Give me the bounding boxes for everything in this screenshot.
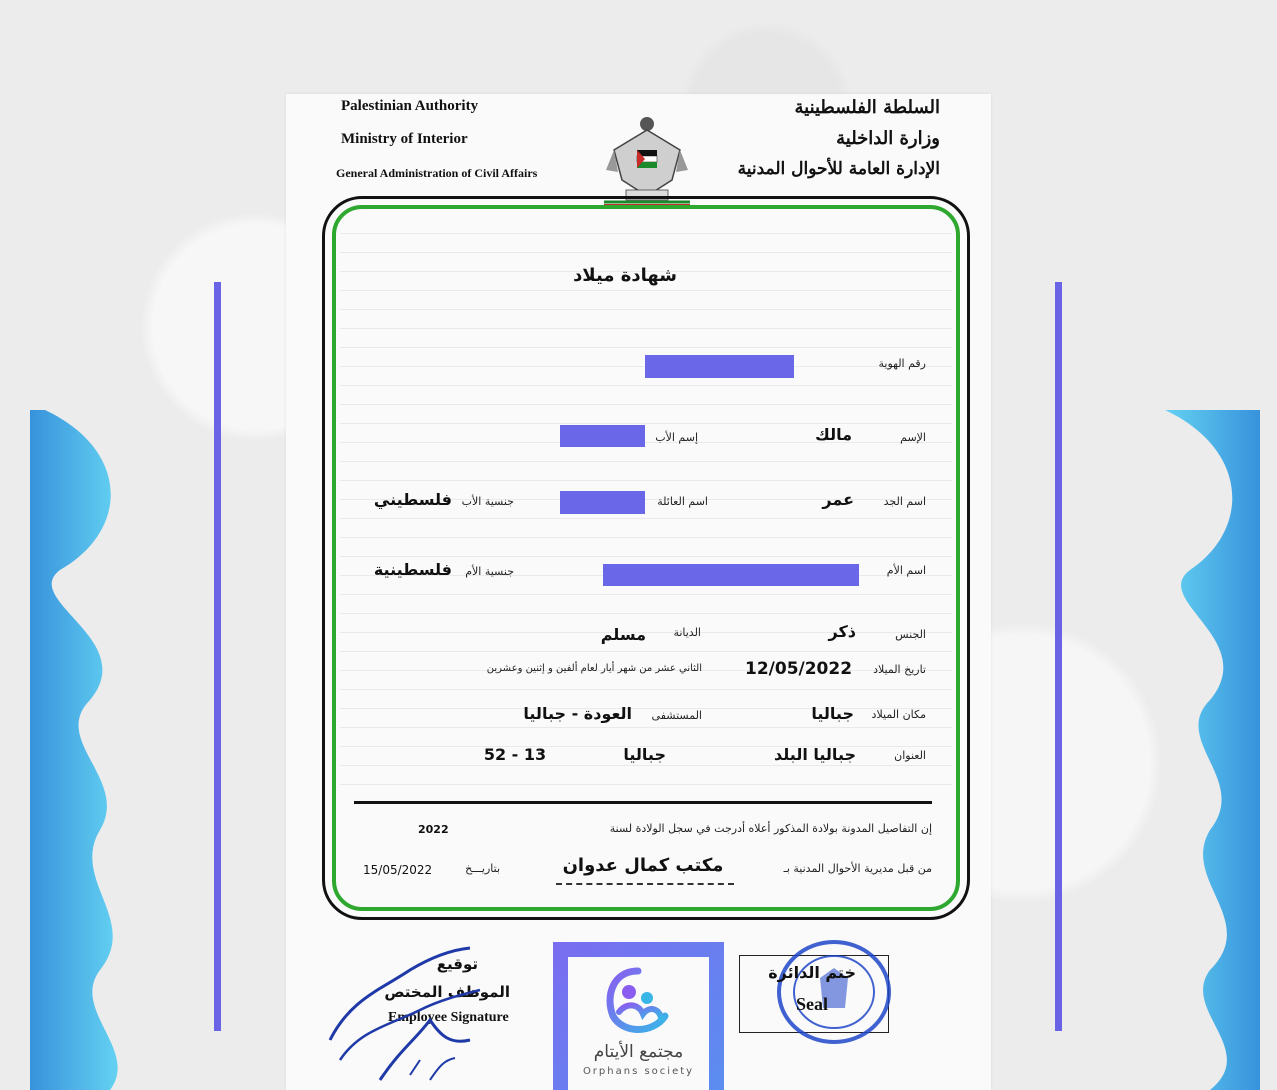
- left-accent-bar: [214, 282, 221, 1031]
- father-nationality-label: جنسية الأب: [461, 495, 514, 508]
- id-label: رقم الهوية: [878, 357, 926, 370]
- address-label: العنوان: [894, 749, 926, 762]
- security-pattern: [340, 215, 952, 815]
- issue-date: 15/05/2022: [363, 863, 433, 877]
- registry-year: 2022: [418, 823, 449, 836]
- right-accent-bar: [1055, 282, 1062, 1031]
- birth-place-label: مكان الميلاد: [871, 708, 926, 721]
- eagle-emblem-icon: [604, 110, 690, 206]
- left-wave-decoration: [30, 410, 140, 1090]
- religion-value: مسلم: [600, 625, 646, 644]
- signature-label-ar: توقيع: [436, 955, 478, 973]
- header-ar-authority: السلطة الفلسطينية: [794, 97, 940, 118]
- family-name-label: اسم العائلة: [657, 495, 708, 508]
- grandfather-value: عمر: [822, 490, 854, 509]
- birth-place-value: جباليا: [811, 704, 854, 723]
- header-ar-civil-affairs: الإدارة العامة للأحوال المدنية: [737, 159, 940, 179]
- hospital-label: المستشفى: [651, 709, 702, 722]
- official-seal-stamp: [775, 938, 893, 1046]
- office-underline: [556, 883, 734, 885]
- divider: [354, 801, 932, 804]
- logo-name-ar: مجتمع الأيتام: [593, 1042, 684, 1062]
- address-value-area: جباليا البلد: [774, 745, 856, 764]
- address-value-city: جباليا: [623, 745, 666, 764]
- sex-label: الجنس: [895, 628, 926, 641]
- redacted-family-name: [560, 491, 645, 514]
- header-en-civil-affairs: General Administration of Civil Affairs: [336, 166, 538, 180]
- redacted-id: [645, 355, 794, 378]
- handwritten-signature: [320, 940, 490, 1085]
- birth-date-in-words: الثاني عشر من شهر أيار لعام ألفين و إثنين وعشرين: [486, 663, 702, 674]
- signature-label-en: Employee Signature: [388, 1010, 509, 1025]
- date-label: بتاريـــخ: [465, 862, 500, 875]
- header-en-authority: Palestinian Authority: [341, 98, 479, 114]
- orphans-society-logo-icon: [603, 966, 673, 1036]
- header-en-ministry: Ministry of Interior: [341, 131, 468, 147]
- redacted-father-name: [560, 425, 645, 447]
- registry-statement: إن التفاصيل المدونة بولادة المذكور أعلاه أدرجت في سجل الولادة لسنة: [609, 822, 932, 835]
- name-value: مالك: [815, 425, 852, 444]
- name-label: الإسم: [900, 431, 926, 444]
- mother-name-label: اسم الأم: [886, 564, 926, 577]
- birth-date-label: تاريخ الميلاد: [873, 663, 926, 676]
- hospital-value: العودة - جباليا: [523, 704, 632, 723]
- certificate-title: شهادة ميلاد: [573, 265, 677, 286]
- address-value-number: 52 - 13: [483, 745, 547, 764]
- mother-nationality-value: فلسطينية: [373, 560, 452, 579]
- grandfather-label: اسم الجد: [883, 495, 926, 508]
- redacted-mother-name: [603, 564, 859, 586]
- directorate-label: من قبل مديرية الأحوال المدنية بـ: [783, 862, 932, 875]
- header-ar-ministry: وزارة الداخلية: [836, 128, 940, 149]
- religion-label: الديانة: [673, 626, 701, 639]
- seal-label-ar: ختم الدائرة: [768, 963, 856, 982]
- birth-date-value: 12/05/2022: [745, 659, 853, 679]
- father-nationality-value: فلسطيني: [373, 490, 452, 509]
- office-value: مكتب كمال عدوان: [562, 855, 724, 876]
- mother-nationality-label: جنسية الأم: [465, 565, 514, 578]
- right-wave-decoration: [1150, 410, 1260, 1090]
- signature-role-ar: الموظف المختص: [384, 983, 510, 1001]
- sex-value: ذكر: [828, 622, 856, 641]
- seal-label-en: Seal: [796, 994, 829, 1014]
- logo-name-en: Orphans society: [582, 1066, 695, 1077]
- father-name-label: إسم الأب: [655, 431, 698, 444]
